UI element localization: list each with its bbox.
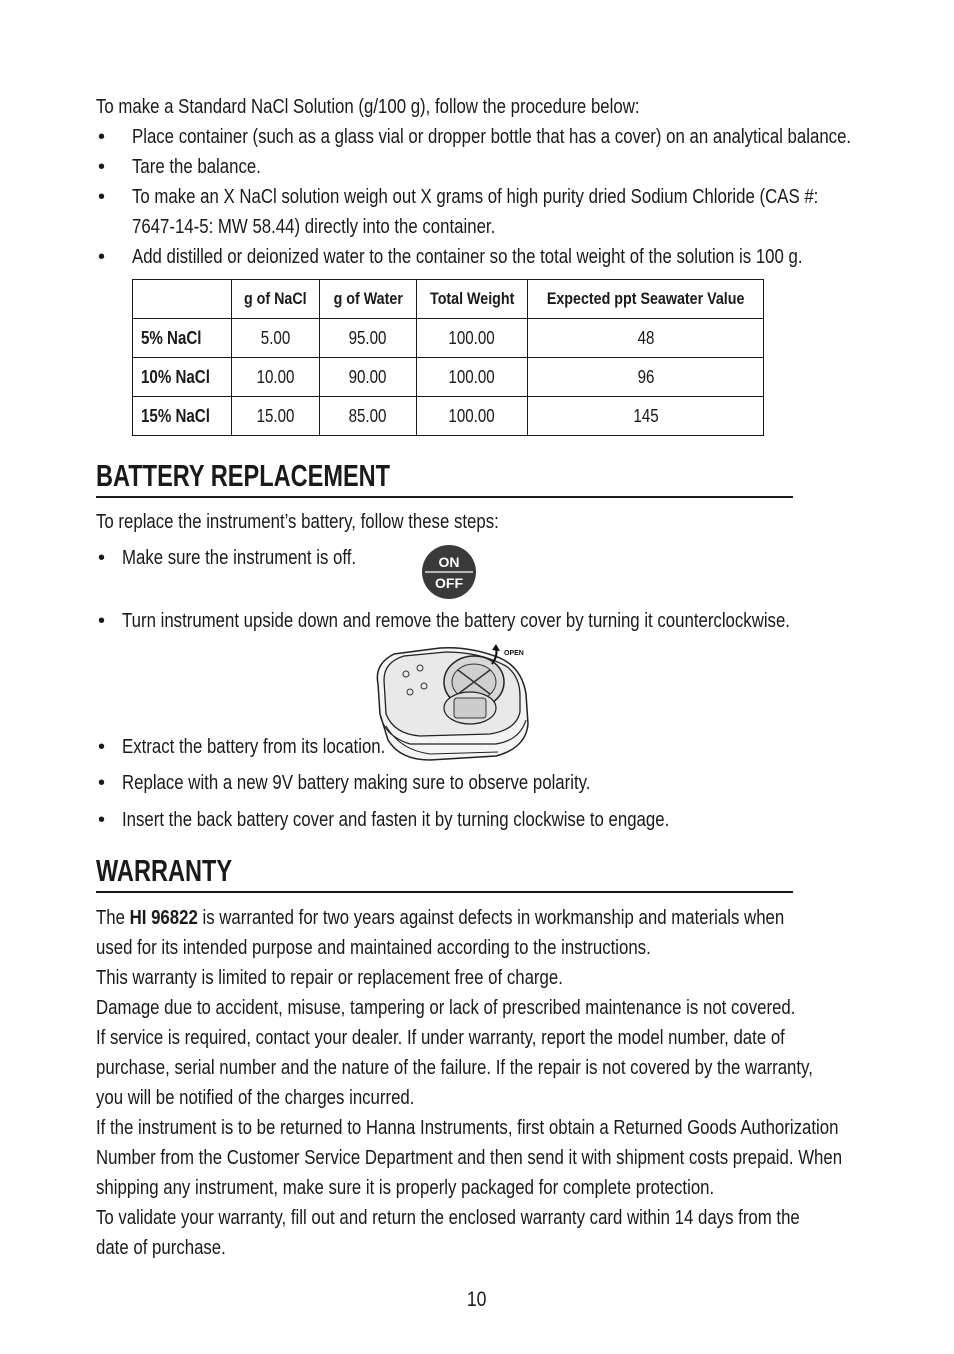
battery-heading: BATTERY REPLACEMENT <box>96 458 793 498</box>
bullet-dot: • <box>98 246 106 268</box>
warranty-line: This warranty is limited to repair or replacement free of charge. <box>96 967 563 989</box>
warranty-line: Damage due to accident, misuse, tampering or lack of prescribed maintenance is not covered. <box>96 997 796 1019</box>
bullet-dot: • <box>98 772 106 794</box>
bullet-dot: • <box>98 547 106 569</box>
warranty-p1-line2: used for its intended purpose and maintained according to the instructions. <box>96 937 651 959</box>
table-cell: 96 <box>528 358 764 397</box>
intro-bullet-1: Place container (such as a glass vial or dropper bottle that has a cover) on an analytical balance. <box>132 126 852 148</box>
table-row-label: 5% NaCl <box>133 319 232 358</box>
table-cell: 85.00 <box>320 397 417 436</box>
table-cell: 48 <box>528 319 764 358</box>
table-header: g of NaCl <box>232 280 320 319</box>
warranty-line: If service is required, contact your dealer. If under warranty, report the model number, date of <box>96 1027 785 1049</box>
warranty-p1-line1: The HI 96822 is warranted for two years against defects in workmanship and materials when <box>96 907 785 929</box>
table-cell: 90.00 <box>320 358 417 397</box>
bullet-dot: • <box>98 610 106 632</box>
off-label: OFF <box>435 575 463 591</box>
table-header: Total Weight <box>417 280 528 319</box>
battery-step-1: Make sure the instrument is off. <box>122 547 357 569</box>
table-row <box>133 319 764 358</box>
intro-bullet-4: Add distilled or deionized water to the container so the total weight of the solution is 100 g. <box>132 246 803 268</box>
page-number: 10 <box>467 1288 487 1311</box>
intro-lead: To make a Standard NaCl Solution (g/100 g), follow the procedure below: <box>96 96 640 118</box>
intro-bullet-3-cont: 7647-14-5: MW 58.44) directly into the container. <box>132 216 496 238</box>
battery-step-2: Turn instrument upside down and remove the battery cover by turning it counterclockwise. <box>122 610 790 632</box>
table-header: Expected ppt Seawater Value <box>528 280 764 319</box>
table-header-empty <box>133 280 232 319</box>
table-cell: 10.00 <box>232 358 320 397</box>
bullet-dot: • <box>98 126 106 148</box>
model-number: HI 96822 <box>129 907 198 929</box>
table-header: g of Water <box>320 280 417 319</box>
bullet-dot: • <box>98 809 106 831</box>
table-cell: 100.00 <box>417 358 528 397</box>
table-row-label: 15% NaCl <box>133 397 232 436</box>
battery-step-5: Insert the back battery cover and fasten it by turning clockwise to engage. <box>122 809 670 831</box>
table-header-row <box>133 280 764 319</box>
on-off-button-icon <box>420 544 478 600</box>
warranty-heading: WARRANTY <box>96 853 793 893</box>
battery-step-4: Replace with a new 9V battery making sure to observe polarity. <box>122 772 591 794</box>
intro-bullet-3: To make an X NaCl solution weigh out X grams of high purity dried Sodium Chloride (CAS #: <box>132 186 819 208</box>
bullet-dot: • <box>98 186 106 208</box>
table-cell: 95.00 <box>320 319 417 358</box>
warranty-line: To validate your warranty, fill out and return the enclosed warranty card within 14 days from the <box>96 1207 800 1229</box>
table-cell: 100.00 <box>417 319 528 358</box>
nacl-solution-table <box>132 279 764 436</box>
table-cell: 145 <box>528 397 764 436</box>
open-label: OPEN <box>504 650 524 657</box>
warranty-line: date of purchase. <box>96 1237 226 1259</box>
battery-step-3: Extract the battery from its location. <box>122 736 386 758</box>
warranty-line: you will be notified of the charges incurred. <box>96 1087 415 1109</box>
warranty-line: If the instrument is to be returned to Hanna Instruments, first obtain a Returned Goods Authorization <box>96 1117 839 1139</box>
table-row <box>133 358 764 397</box>
table-cell: 5.00 <box>232 319 320 358</box>
warranty-line: Number from the Customer Service Department and then send it with shipment costs prepaid. When <box>96 1147 843 1169</box>
on-label: ON <box>438 554 460 570</box>
table-cell: 100.00 <box>417 397 528 436</box>
table-row <box>133 397 764 436</box>
bullet-dot: • <box>98 736 106 758</box>
battery-lead: To replace the instrument’s battery, follow these steps: <box>96 511 499 533</box>
warranty-line: shipping any instrument, make sure it is properly packaged for complete protection. <box>96 1177 715 1199</box>
warranty-line: purchase, serial number and the nature of the failure. If the repair is not covered by the warranty, <box>96 1057 813 1079</box>
intro-bullet-2: Tare the balance. <box>132 156 261 178</box>
table-cell: 15.00 <box>232 397 320 436</box>
table-row-label: 10% NaCl <box>133 358 232 397</box>
bullet-dot: • <box>98 156 106 178</box>
